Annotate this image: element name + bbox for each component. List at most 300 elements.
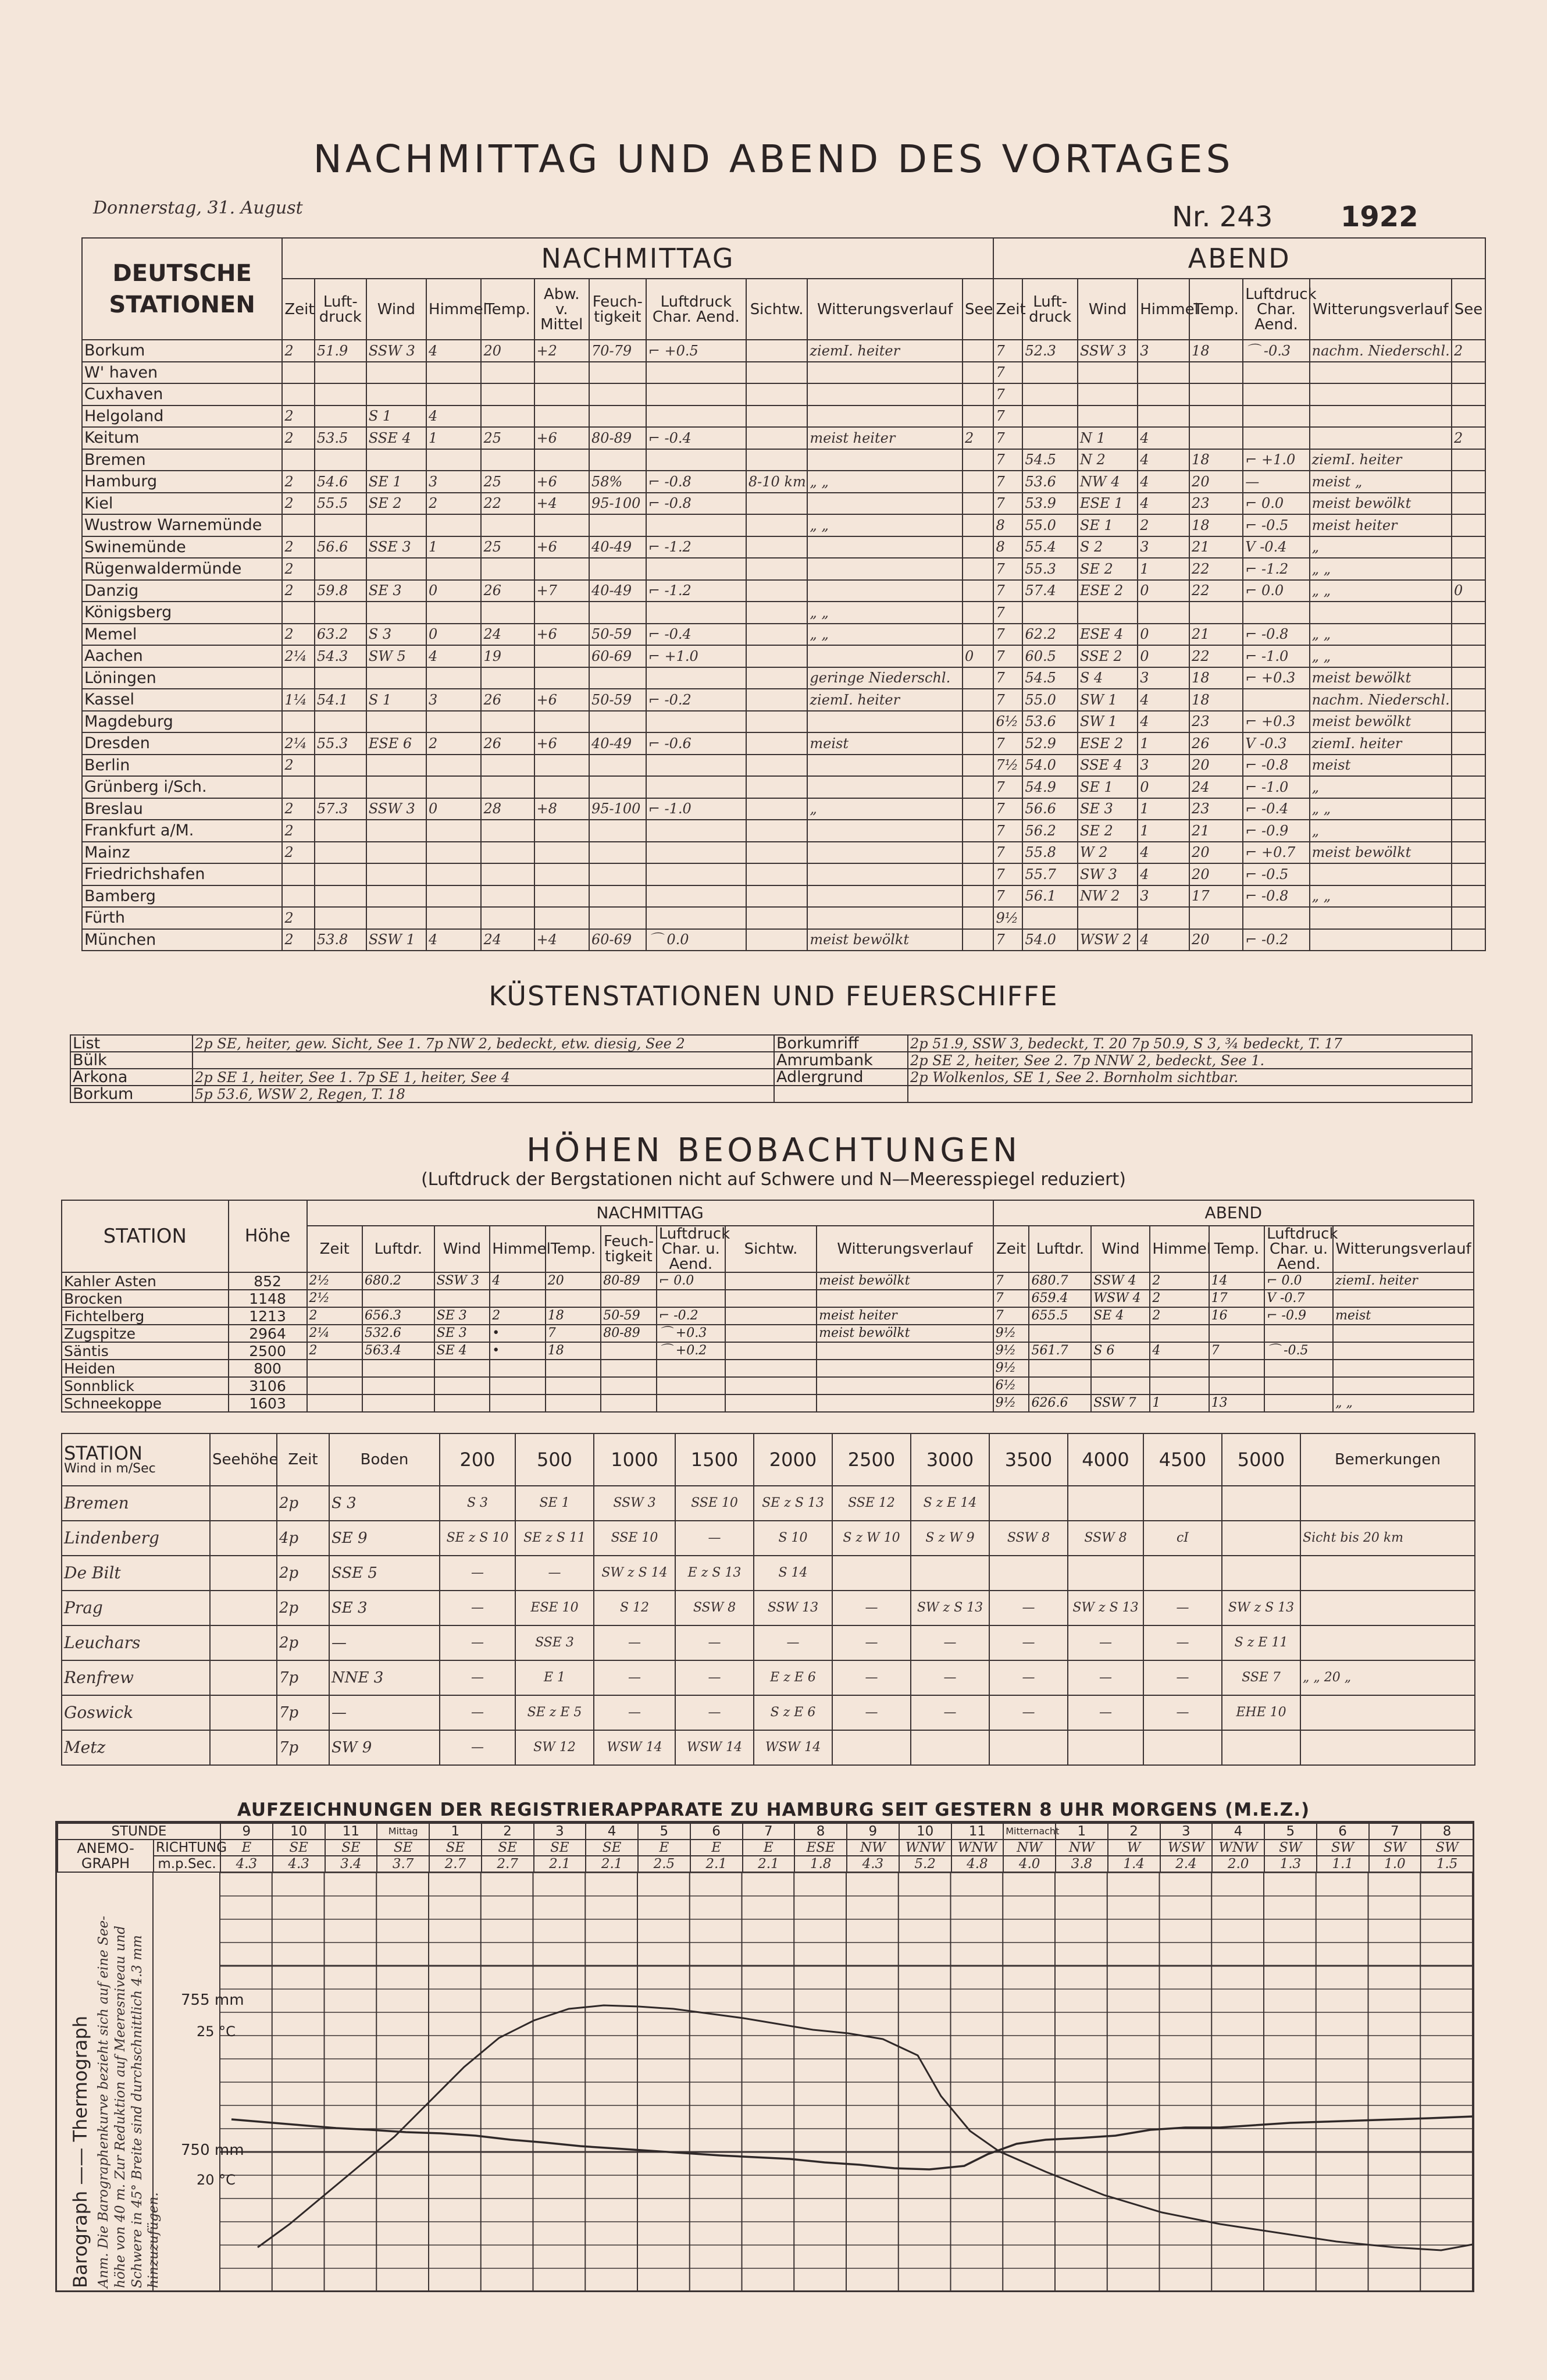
station-name: Keitum	[82, 427, 282, 449]
evening-cell: 55.8	[1022, 842, 1077, 864]
station-row	[82, 755, 1485, 777]
evening-cell: 7	[993, 558, 1022, 580]
wind-level-cell	[1222, 1521, 1300, 1556]
coastal-row	[70, 1086, 1472, 1102]
upper-station-height: 852	[229, 1272, 307, 1290]
wind-station-name: Metz	[62, 1730, 210, 1765]
afternoon-cell	[963, 689, 993, 711]
upper-afternoon-cell	[657, 1394, 725, 1412]
station-row	[82, 427, 1485, 449]
afternoon-cell: SSW 3	[366, 798, 426, 820]
afternoon-cell	[481, 820, 534, 842]
upper-evening-cell	[1264, 1360, 1333, 1377]
hour-cell: 6	[1317, 1823, 1369, 1840]
upper-afternoon-cell: ⌐ 0.0	[657, 1272, 725, 1290]
afternoon-cell	[963, 558, 993, 580]
wind-level-cell: —	[832, 1660, 911, 1695]
speed-cell: 1.3	[1264, 1856, 1317, 1872]
evening-cell: „	[1310, 536, 1452, 558]
upper-evening-cell: 9½	[993, 1394, 1029, 1412]
afternoon-cell	[426, 885, 481, 908]
coastal-station: Borkum	[70, 1086, 193, 1102]
evening-cell	[1452, 798, 1485, 820]
wind-ground-cell: S 3	[329, 1486, 440, 1521]
afternoon-cell	[807, 863, 963, 885]
evening-cell: 17	[1189, 885, 1243, 908]
speed-cell: 2.5	[638, 1856, 690, 1872]
upper-evening-cell: 6½	[993, 1377, 1029, 1394]
evening-cell: 54.9	[1022, 776, 1077, 798]
hour-cell: 6	[690, 1823, 743, 1840]
afternoon-cell	[534, 820, 589, 842]
wind-time-cell: 7p	[277, 1695, 329, 1730]
evening-cell: SE 1	[1078, 776, 1138, 798]
wind-remarks-cell: „ „ 20 „	[1300, 1660, 1475, 1695]
afternoon-cell: +8	[534, 798, 589, 820]
upper-afternoon-cell: 563.4	[362, 1342, 434, 1360]
wind-level-heading: 4000	[1068, 1433, 1143, 1486]
afternoon-cell	[426, 362, 481, 384]
upper-evening-heading: ABEND	[993, 1200, 1474, 1226]
afternoon-cell	[589, 449, 646, 471]
wind-level-cell	[1222, 1486, 1300, 1521]
wind-level-cell: SW 12	[515, 1730, 594, 1765]
evening-cell: S 4	[1078, 667, 1138, 689]
evening-cell: 53.6	[1022, 711, 1077, 733]
station-name: Wustrow Warnemünde	[82, 514, 282, 536]
afternoon-cell: 0	[426, 580, 481, 602]
upper-evening-cell	[1264, 1377, 1333, 1394]
afternoon-cell	[315, 514, 366, 536]
afternoon-cell	[589, 362, 646, 384]
afternoon-cell: 25	[481, 471, 534, 493]
upper-afternoon-cell: SE 3	[434, 1325, 490, 1342]
station-name: Bremen	[82, 449, 282, 471]
afternoon-cell: S 3	[366, 624, 426, 646]
wind-level-cell: S z W 10	[832, 1521, 911, 1556]
direction-cell: NW	[1003, 1840, 1056, 1856]
wind-time-cell: 2p	[277, 1625, 329, 1660]
station-row	[82, 471, 1485, 493]
coastal-station: Borkumriff	[774, 1035, 908, 1052]
evening-cell: „	[1310, 776, 1452, 798]
upper-station-name: Kahler Asten	[62, 1272, 229, 1290]
evening-cell: 55.3	[1022, 558, 1077, 580]
afternoon-cell: 28	[481, 798, 534, 820]
evening-cell: 0	[1138, 776, 1189, 798]
chart-note-3: Schwere in 45° Breite sind durchschnittlich 4.3 mm	[129, 1935, 145, 2288]
upper-afternoon-cell	[725, 1394, 817, 1412]
stations-heading-line2: STATIONEN	[109, 291, 255, 318]
upper-evening-cell	[1150, 1377, 1209, 1394]
afternoon-cell: ⌐ -0.8	[646, 493, 746, 515]
evening-cell: 20	[1189, 863, 1243, 885]
afternoon-cell: 2¼	[282, 732, 315, 755]
upper-afternoon-cell	[307, 1360, 363, 1377]
afternoon-cell	[963, 536, 993, 558]
wind-level-cell	[832, 1556, 911, 1591]
stations-heading	[82, 238, 282, 340]
upper-evening-cell: 7	[993, 1307, 1029, 1325]
speed-cell: 3.8	[1056, 1856, 1108, 1872]
evening-cell: 7	[993, 842, 1022, 864]
afternoon-cell	[315, 907, 366, 929]
evening-cell	[1310, 602, 1452, 624]
afternoon-cell	[807, 711, 963, 733]
afternoon-cell	[746, 624, 808, 646]
upper-evening-cell: 7	[993, 1290, 1029, 1307]
evening-cell	[1138, 362, 1189, 384]
hour-cell: 3	[534, 1823, 586, 1840]
evening-cell	[1452, 863, 1485, 885]
afternoon-cell	[963, 907, 993, 929]
evening-cell: V -0.3	[1243, 732, 1309, 755]
wind-height-cell	[210, 1486, 277, 1521]
afternoon-cell	[963, 624, 993, 646]
station-name: Königsberg	[82, 602, 282, 624]
wind-level-cell: —	[911, 1695, 989, 1730]
afternoon-cell: 60-69	[589, 929, 646, 951]
speed-cell: 1.5	[1421, 1856, 1473, 1872]
afternoon-cell	[282, 776, 315, 798]
afternoon-cell	[481, 711, 534, 733]
upper-afternoon-col: Luftdr.	[362, 1226, 434, 1272]
afternoon-cell	[282, 362, 315, 384]
upper-afternoon-cell	[546, 1377, 601, 1394]
afternoon-cell	[963, 732, 993, 755]
afternoon-cell	[426, 907, 481, 929]
afternoon-cell	[282, 863, 315, 885]
coastal-row	[70, 1052, 1472, 1069]
afternoon-cell: +6	[534, 689, 589, 711]
upper-evening-col: Witterungsverlauf	[1333, 1226, 1474, 1272]
upper-row	[62, 1377, 1474, 1394]
station-name: Bamberg	[82, 885, 282, 908]
wind-ground-cell: SW 9	[329, 1730, 440, 1765]
upper-evening-cell: meist	[1333, 1307, 1474, 1325]
wind-level-cell: —	[989, 1660, 1068, 1695]
upper-evening-cell: ⌐ 0.0	[1264, 1272, 1333, 1290]
evening-cell: „ „	[1310, 624, 1452, 646]
afternoon-cell	[534, 907, 589, 929]
evening-cell: 2	[1452, 340, 1485, 362]
upper-evening-cell: 9½	[993, 1325, 1029, 1342]
evening-cell: 55.0	[1022, 689, 1077, 711]
evening-cell	[1452, 929, 1485, 951]
afternoon-cell	[481, 383, 534, 405]
evening-cell	[1189, 907, 1243, 929]
upper-afternoon-col: Feuch-tigkeit	[601, 1226, 657, 1272]
afternoon-cell	[963, 711, 993, 733]
evening-cell: 18	[1189, 667, 1243, 689]
wind-row	[62, 1730, 1475, 1765]
direction-cell: SE	[377, 1840, 429, 1856]
afternoon-cell	[481, 776, 534, 798]
upper-afternoon-cell: 2	[490, 1307, 546, 1325]
afternoon-cell	[646, 449, 746, 471]
upper-afternoon-col: Wind	[434, 1226, 490, 1272]
afternoon-cell	[366, 842, 426, 864]
upper-afternoon-heading: NACHMITTAG	[307, 1200, 993, 1226]
station-row	[82, 820, 1485, 842]
wind-table	[61, 1433, 1475, 1766]
afternoon-cell	[481, 449, 534, 471]
evening-cell: SE 3	[1078, 798, 1138, 820]
afternoon-cell: 20	[481, 340, 534, 362]
upper-evening-cell	[1333, 1360, 1474, 1377]
afternoon-cell: 4	[426, 929, 481, 951]
afternoon-cell: 1¼	[282, 689, 315, 711]
evening-cell	[1310, 362, 1452, 384]
afternoon-cell: ziemI. heiter	[807, 340, 963, 362]
barograph-curve	[231, 2116, 1473, 2169]
upper-evening-cell: 1	[1150, 1394, 1209, 1412]
afternoon-cell: 4	[426, 645, 481, 667]
upper-afternoon-cell	[362, 1377, 434, 1394]
afternoon-cell	[963, 471, 993, 493]
wind-row	[62, 1521, 1475, 1556]
wind-level-cell: SSW 3	[594, 1486, 675, 1521]
wind-time-cell: 4p	[277, 1521, 329, 1556]
upper-afternoon-cell: SSW 3	[434, 1272, 490, 1290]
afternoon-cell	[963, 405, 993, 428]
evening-cell: 1	[1138, 732, 1189, 755]
wind-level-cell: —	[754, 1625, 832, 1660]
station-row	[82, 536, 1485, 558]
evening-cell: SE 1	[1078, 514, 1138, 536]
upper-evening-cell	[1029, 1360, 1091, 1377]
station-row	[82, 907, 1485, 929]
upper-afternoon-cell: 656.3	[362, 1307, 434, 1325]
evening-cell: 20	[1189, 929, 1243, 951]
wind-level-cell: E 1	[515, 1660, 594, 1695]
afternoon-cell	[963, 820, 993, 842]
evening-cell: ⌐ -0.8	[1243, 885, 1309, 908]
hour-cell: 3	[1160, 1823, 1213, 1840]
afternoon-cell: ⌐ -1.2	[646, 536, 746, 558]
hour-cell: 10	[273, 1823, 325, 1840]
upper-evening-cell: 7	[1209, 1342, 1265, 1360]
wind-level-cell: —	[989, 1695, 1068, 1730]
upper-afternoon-cell	[657, 1290, 725, 1307]
afternoon-cell	[807, 885, 963, 908]
upper-afternoon-cell: 80-89	[601, 1272, 657, 1290]
upper-afternoon-cell: 680.2	[362, 1272, 434, 1290]
wind-level-cell: —	[1143, 1625, 1222, 1660]
upper-afternoon-cell	[362, 1360, 434, 1377]
wind-ground-cell: SE 3	[329, 1591, 440, 1625]
evening-cell: ziemI. heiter	[1310, 732, 1452, 755]
evening-cell: 0	[1138, 580, 1189, 602]
afternoon-cell	[963, 383, 993, 405]
wind-station-name: Leuchars	[62, 1625, 210, 1660]
afternoon-cell	[481, 514, 534, 536]
evening-cell: NW 4	[1078, 471, 1138, 493]
afternoon-cell: ⌐ +1.0	[646, 645, 746, 667]
speed-cell: 4.3	[847, 1856, 899, 1872]
evening-cell	[1078, 602, 1138, 624]
upper-afternoon-cell: 18	[546, 1342, 601, 1360]
wind-level-cell: —	[594, 1695, 675, 1730]
evening-cell: 7	[993, 427, 1022, 449]
afternoon-cell: 70-79	[589, 340, 646, 362]
evening-cell: ⌐ -1.2	[1243, 558, 1309, 580]
wind-level-cell: SE z S 10	[440, 1521, 515, 1556]
afternoon-cell: SE 3	[366, 580, 426, 602]
evening-cell: ⌐ +0.3	[1243, 667, 1309, 689]
upper-evening-cell: 659.4	[1029, 1290, 1091, 1307]
afternoon-cell: 2	[282, 755, 315, 777]
upper-evening-cell: 4	[1150, 1342, 1209, 1360]
evening-cell	[1310, 929, 1452, 951]
evening-cell: 23	[1189, 711, 1243, 733]
evening-cell: ⌐ 0.0	[1243, 580, 1309, 602]
evening-cell: SE 2	[1078, 558, 1138, 580]
upper-evening-cell: 13	[1209, 1394, 1265, 1412]
afternoon-cell	[589, 907, 646, 929]
afternoon-cell	[746, 340, 808, 362]
wind-row	[62, 1625, 1475, 1660]
afternoon-cell	[534, 755, 589, 777]
wind-level-cell: SSE 10	[675, 1486, 754, 1521]
stations-heading-line1: DEUTSCHE	[112, 259, 252, 287]
evening-cell	[1022, 383, 1077, 405]
speed-cell: 1.1	[1317, 1856, 1369, 1872]
upper-evening-cell: 561.7	[1029, 1342, 1091, 1360]
afternoon-cell	[481, 558, 534, 580]
afternoon-cell	[646, 755, 746, 777]
direction-cell: E	[690, 1840, 743, 1856]
afternoon-cell	[746, 667, 808, 689]
coastal-report: 2p SE, heiter, gew. Sicht, See 1. 7p NW 2, bedeckt, etw. diesig, See 2	[193, 1035, 774, 1052]
evening-cell	[1452, 667, 1485, 689]
speed-cell: 4.8	[951, 1856, 1004, 1872]
afternoon-cell	[746, 732, 808, 755]
afternoon-cell: 2	[282, 929, 315, 951]
upper-station-name: Säntis	[62, 1342, 229, 1360]
afternoon-cell	[746, 689, 808, 711]
evening-cell	[1452, 514, 1485, 536]
afternoon-cell: ⌐ +0.5	[646, 340, 746, 362]
upper-afternoon-cell: 80-89	[601, 1325, 657, 1342]
wind-level-heading: 500	[515, 1433, 594, 1486]
wind-level-cell: SSE 3	[515, 1625, 594, 1660]
afternoon-cell	[746, 602, 808, 624]
upper-evening-cell: S 6	[1091, 1342, 1150, 1360]
evening-cell	[1452, 602, 1485, 624]
afternoon-cell	[746, 405, 808, 428]
upper-afternoon-cell: ⌐ -0.2	[657, 1307, 725, 1325]
evening-cell	[1022, 362, 1077, 384]
wind-height-cell	[210, 1695, 277, 1730]
wind-level-cell	[1143, 1556, 1222, 1591]
afternoon-cell: 8-10 km	[746, 471, 808, 493]
afternoon-cell	[963, 449, 993, 471]
evening-cell: 56.6	[1022, 798, 1077, 820]
afternoon-cell: 54.1	[315, 689, 366, 711]
upper-afternoon-cell	[725, 1290, 817, 1307]
direction-cell: SW	[1369, 1840, 1421, 1856]
upper-station-name: Fichtelberg	[62, 1307, 229, 1325]
direction-cell: E	[220, 1840, 273, 1856]
evening-cell: meist bewölkt	[1310, 493, 1452, 515]
afternoon-cell: 40-49	[589, 732, 646, 755]
evening-col-header: Temp.	[1189, 279, 1243, 340]
afternoon-cell: +6	[534, 624, 589, 646]
wind-station-name: Bremen	[62, 1486, 210, 1521]
afternoon-cell	[963, 798, 993, 820]
evening-cell: 7	[993, 885, 1022, 908]
afternoon-cell	[807, 842, 963, 864]
upper-row	[62, 1272, 1474, 1290]
direction-cell: NW	[1056, 1840, 1108, 1856]
evening-cell: 7	[993, 493, 1022, 515]
afternoon-cell	[282, 449, 315, 471]
evening-cell: 24	[1189, 776, 1243, 798]
afternoon-col-header: Sichtw.	[746, 279, 808, 340]
afternoon-cell	[426, 820, 481, 842]
afternoon-cell	[746, 755, 808, 777]
evening-cell: „ „	[1310, 558, 1452, 580]
direction-cell: SE	[586, 1840, 638, 1856]
afternoon-cell	[807, 907, 963, 929]
hour-cell: 7	[743, 1823, 795, 1840]
afternoon-cell	[589, 602, 646, 624]
wind-level-cell: S z E 11	[1222, 1625, 1300, 1660]
upper-evening-cell: 680.7	[1029, 1272, 1091, 1290]
direction-cell: E	[638, 1840, 690, 1856]
evening-cell	[1310, 427, 1452, 449]
afternoon-cell: +6	[534, 471, 589, 493]
upper-evening-col: Temp.	[1209, 1226, 1265, 1272]
evening-cell: „ „	[1310, 645, 1452, 667]
speed-cell: 3.4	[325, 1856, 377, 1872]
afternoon-cell	[426, 842, 481, 864]
upper-evening-cell: 2	[1150, 1307, 1209, 1325]
afternoon-cell	[315, 449, 366, 471]
afternoon-cell: 0	[963, 645, 993, 667]
afternoon-cell: 2	[282, 907, 315, 929]
wind-height-cell	[210, 1625, 277, 1660]
upper-station-name: Schneekoppe	[62, 1394, 229, 1412]
evening-cell: ⌐ -0.9	[1243, 820, 1309, 842]
evening-cell	[1310, 907, 1452, 929]
evening-cell	[1310, 405, 1452, 428]
afternoon-cell	[963, 580, 993, 602]
upper-row	[62, 1307, 1474, 1325]
station-name: Kiel	[82, 493, 282, 515]
station-row	[82, 493, 1485, 515]
afternoon-cell: 2	[282, 340, 315, 362]
upper-station-name: Heiden	[62, 1360, 229, 1377]
label-20c: 20 °C	[197, 2172, 236, 2188]
evening-cell: 2	[1138, 514, 1189, 536]
speed-cell: 1.4	[1108, 1856, 1160, 1872]
afternoon-cell	[589, 820, 646, 842]
wind-station-name: Goswick	[62, 1695, 210, 1730]
evening-cell: 21	[1189, 536, 1243, 558]
evening-cell	[1452, 624, 1485, 646]
hour-cell: Mitternacht	[1003, 1823, 1056, 1840]
evening-cell: 7	[993, 798, 1022, 820]
evening-cell: „ „	[1310, 798, 1452, 820]
evening-cell	[1189, 383, 1243, 405]
upper-evening-cell: SSW 7	[1091, 1394, 1150, 1412]
wind-level-cell: S z E 6	[754, 1695, 832, 1730]
wind-level-cell: SSE 12	[832, 1486, 911, 1521]
afternoon-cell	[366, 558, 426, 580]
afternoon-cell	[315, 755, 366, 777]
